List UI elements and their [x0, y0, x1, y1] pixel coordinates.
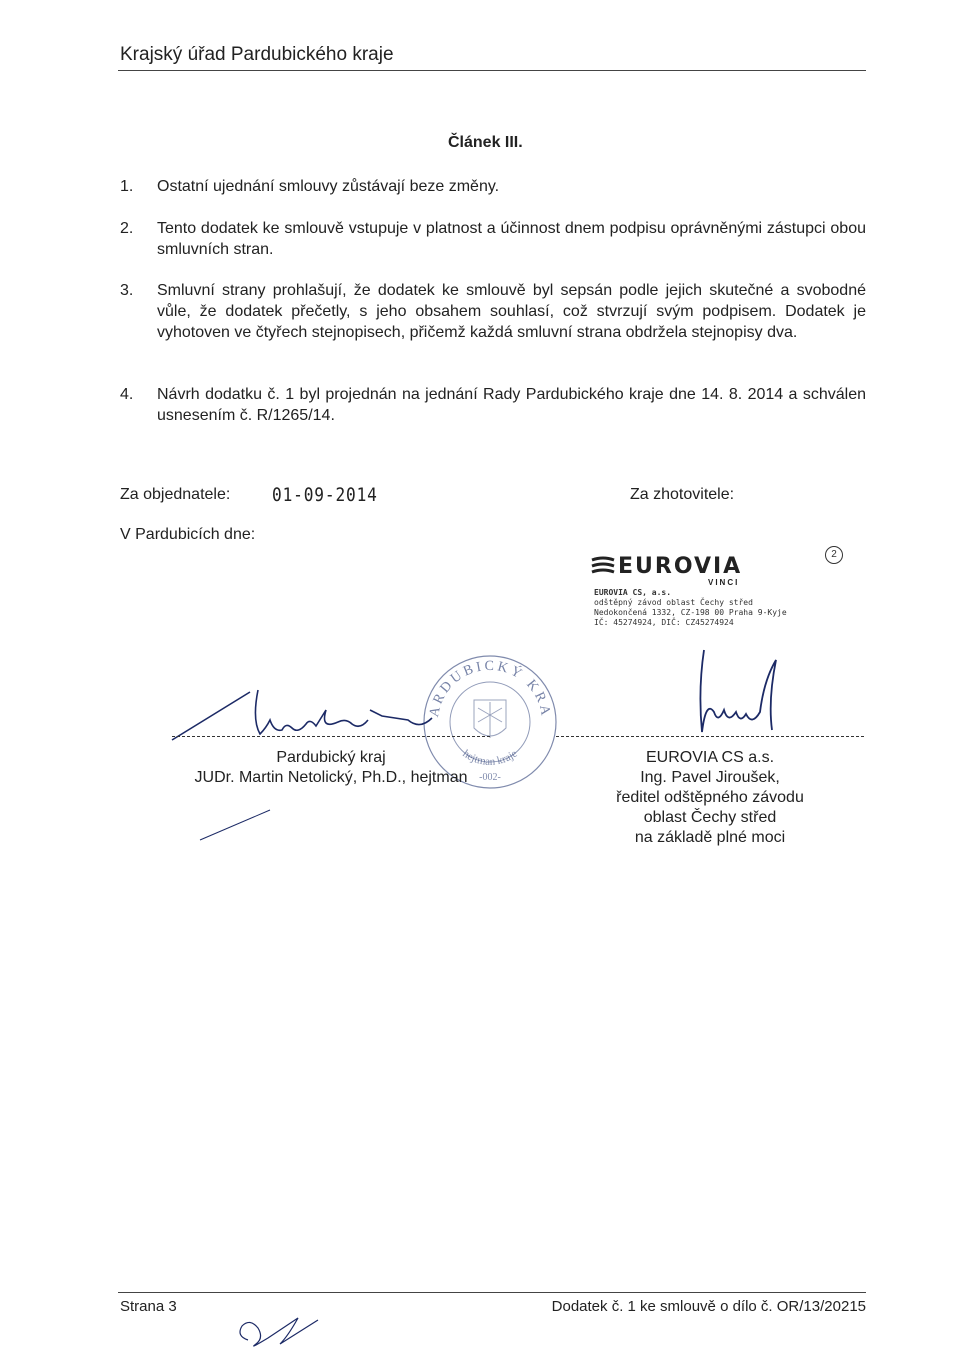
footer-rule	[118, 1292, 866, 1293]
clause-text: Návrh dodatku č. 1 byl projednán na jednání Rady Pardubického kraje dne 14. 8. 2014 a schválen usnesením č. R/1265/14.	[157, 386, 866, 424]
client-org: Pardubický kraj	[276, 749, 386, 766]
initials-signature	[228, 1310, 328, 1354]
contractor-handwritten-signature	[680, 640, 790, 750]
seal-ring-text: PARDUBICKÝ KRAJ	[415, 641, 554, 720]
contractor-signature-line	[556, 736, 864, 737]
header-rule	[118, 70, 866, 71]
clause-2	[120, 218, 866, 260]
contractor-region: oblast Čechy střed	[643, 809, 777, 826]
date-stamp: 01-09-2014	[272, 484, 378, 506]
contractor-org: EUROVIA CS a.s.	[645, 749, 775, 766]
contractor-role: ředitel odštěpného závodu	[616, 789, 804, 806]
contractor-name: Ing. Pavel Jiroušek,	[640, 769, 780, 786]
header-title: Krajský úřad Pardubického kraje	[120, 44, 394, 65]
clause-number: 2.	[120, 220, 134, 237]
clause-text: Smluvní strany prohlašují, že dodatek ke smlouvě byl sepsán podle jejich skutečné a svobodné vůle, že dodatek přečetly, s jeho obsahem souhlasí, což stvrzují svým podpisem. Dodatek je vyhotoven ve čtyřech stejnopisech, přičemž každá smluvní strana obdržela stejnopisy dva.	[157, 282, 866, 341]
eurovia-address	[594, 588, 787, 628]
client-signatory	[172, 748, 490, 788]
clause-number: 1.	[120, 178, 134, 195]
eurovia-branch: odštěpný závod oblast Čechy střed	[594, 598, 753, 607]
coat-of-arms-icon	[474, 700, 506, 738]
eurovia-stamp	[590, 548, 840, 638]
contractor-label: Za zhotovitele:	[630, 486, 735, 503]
client-label: Za objednatele:	[120, 486, 231, 503]
clause-1	[120, 176, 866, 197]
clause-text: Ostatní ujednání smlouvy zůstávají beze změny.	[157, 178, 500, 195]
contractor-signatory	[556, 748, 864, 848]
contractor-authority: na základě plné moci	[634, 829, 786, 846]
eurovia-company: EUROVIA CS, a.s.	[594, 588, 672, 597]
seal-inner-text: hejtman kraje	[460, 747, 520, 768]
client-name: JUDr. Martin Netolický, Ph.D., hejtman	[194, 769, 468, 786]
clause-number: 4.	[120, 386, 134, 403]
seal-number: -002-	[479, 772, 501, 783]
clause-number: 3.	[120, 282, 134, 299]
clause-4	[120, 384, 866, 426]
stamp-number-badge: 2	[825, 546, 843, 564]
eurovia-vinci: VINCI	[708, 578, 740, 587]
eurovia-logo-icon	[590, 556, 616, 578]
eurovia-street: Nedokončená 1332, CZ-198 00 Praha 9-Kyje	[594, 608, 787, 617]
eurovia-ids: IČ: 45274924, DIČ: CZ45274924	[594, 618, 734, 627]
document-reference: Dodatek č. 1 ke smlouvě o dílo č. OR/13/20215	[551, 1298, 866, 1315]
place-date-label: V Pardubicích dne:	[120, 526, 256, 543]
article-title: Článek III.	[448, 134, 523, 151]
clause-3	[120, 280, 866, 343]
client-signature-line	[172, 736, 490, 737]
eurovia-brand: EUROVIA	[618, 554, 743, 579]
clause-text: Tento dodatek ke smlouvě vstupuje v platnost a účinnost dnem podpisu oprávněnými zástupci obou smluvních stran.	[157, 220, 866, 258]
page-number: Strana 3	[120, 1298, 177, 1315]
